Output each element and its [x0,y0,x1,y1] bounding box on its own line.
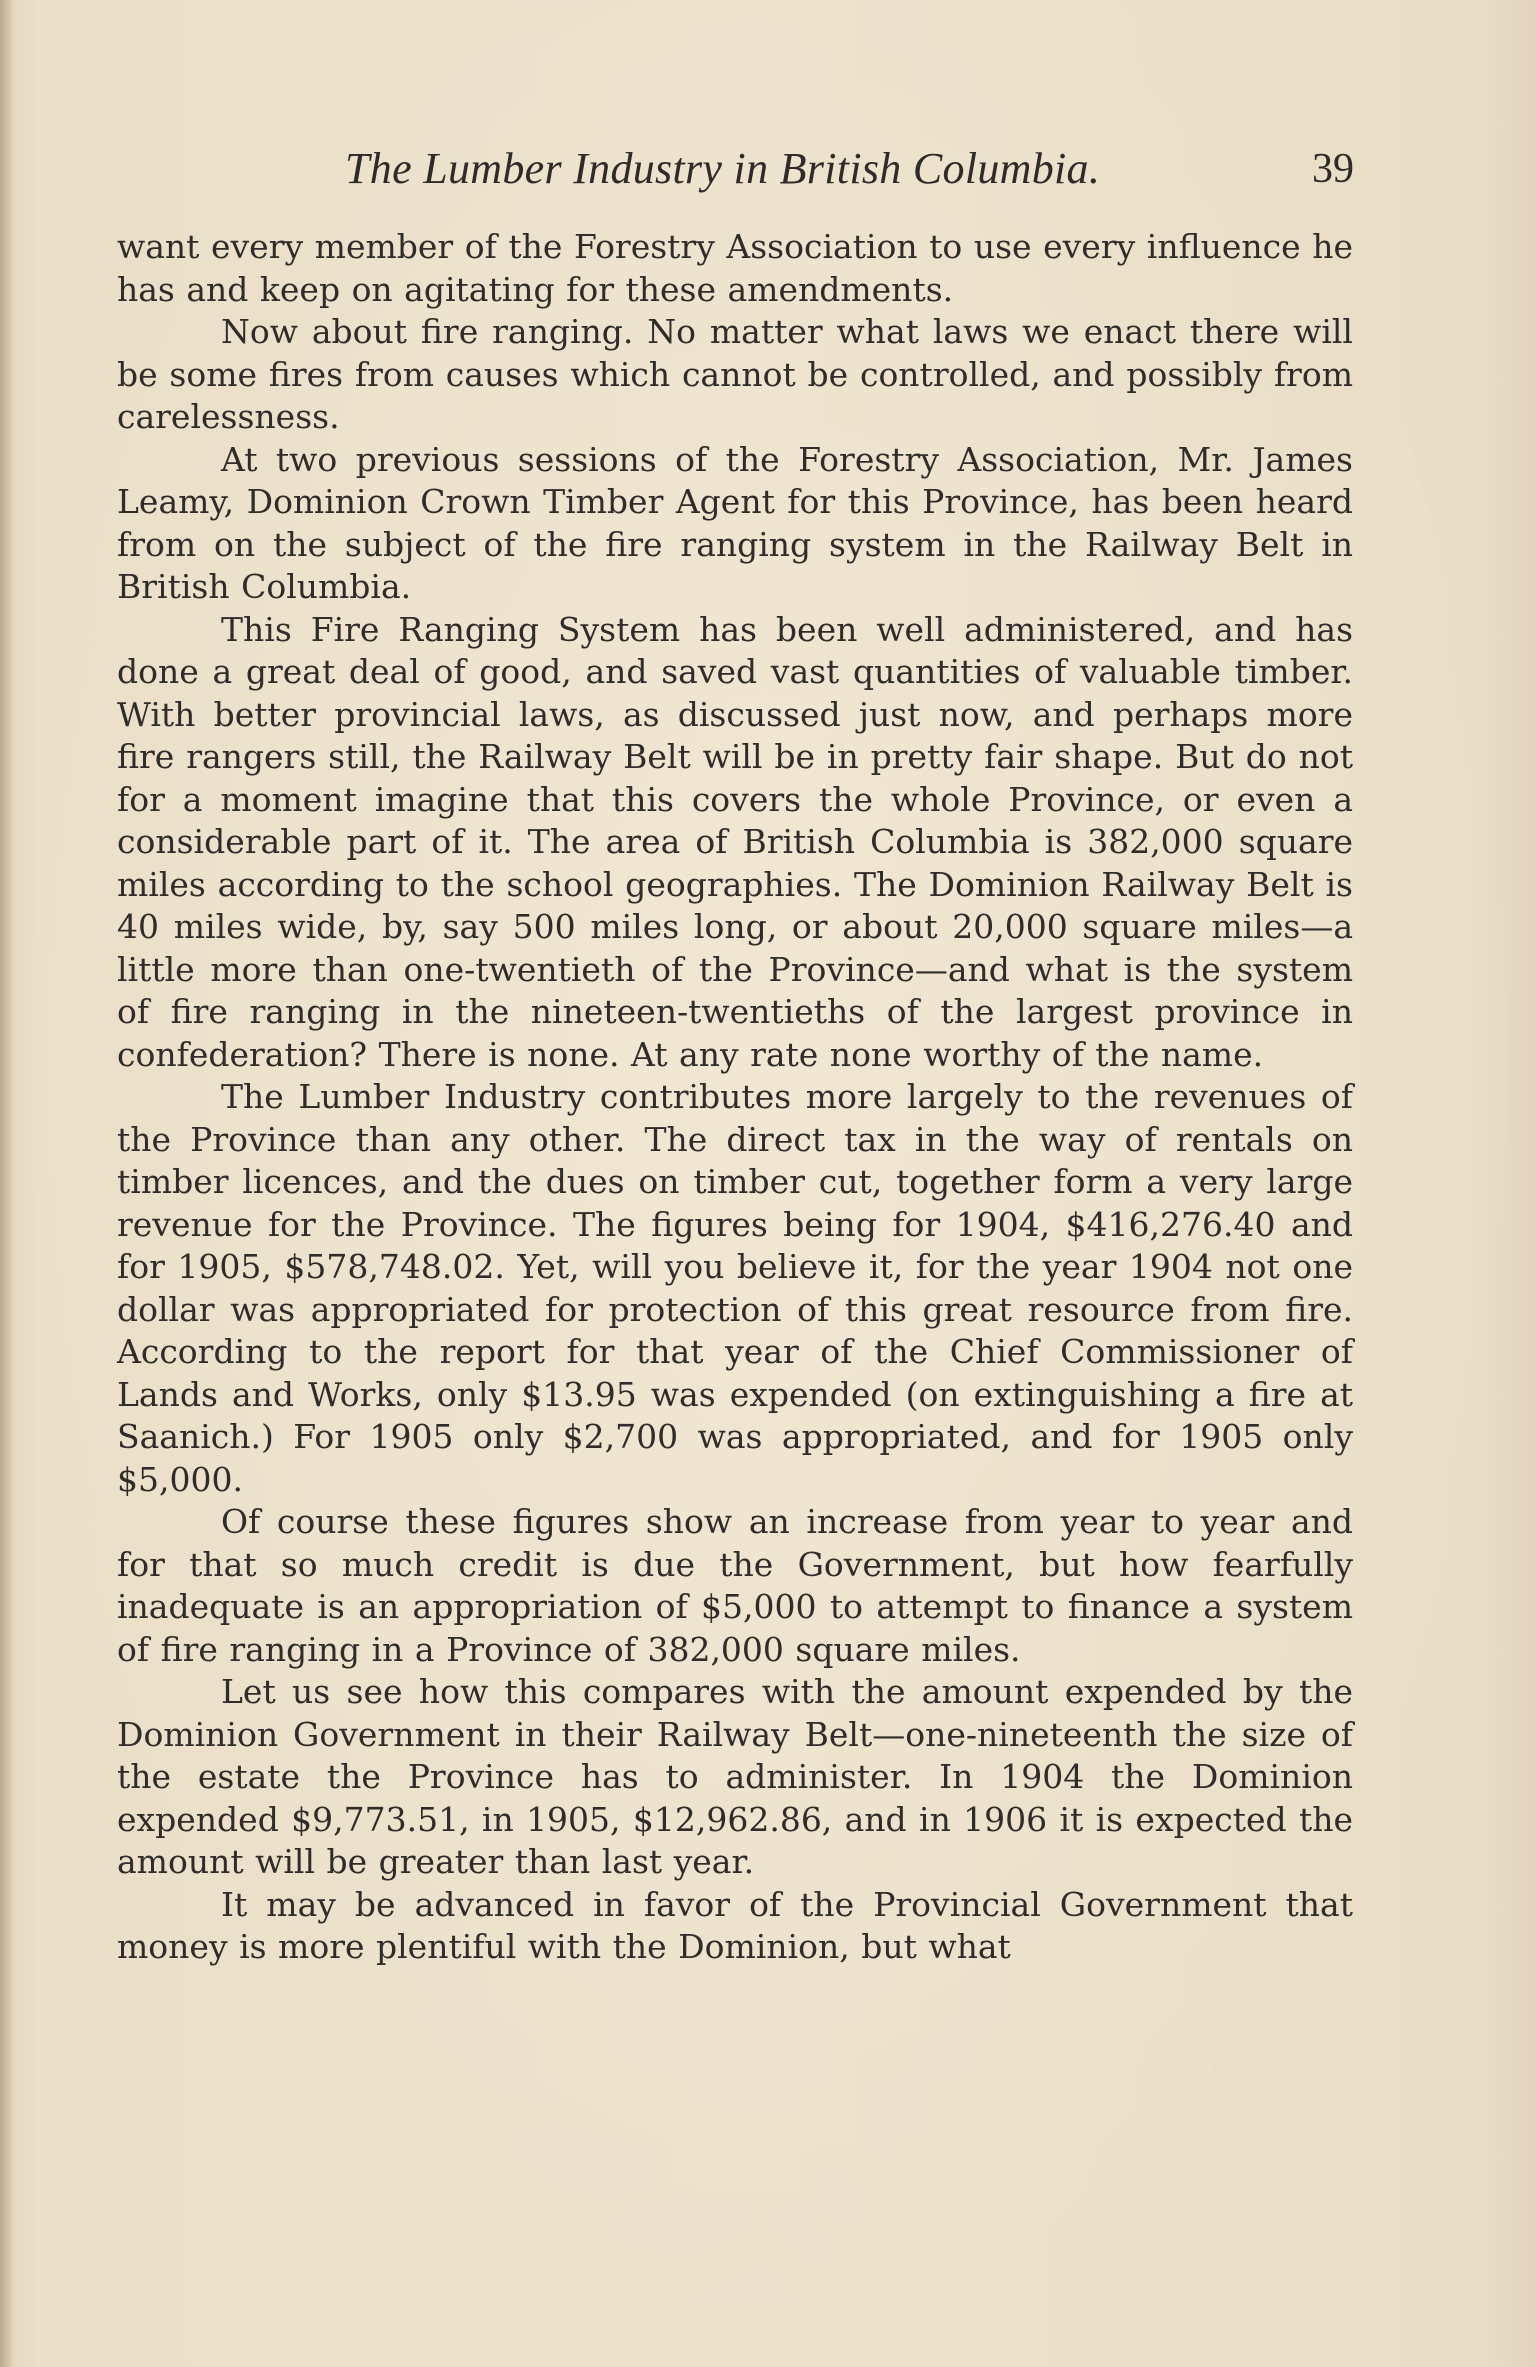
paragraph-dominion-comparison: Let us see how this compares with the amount expended by the Dominion Government in their Railway Belt—one-nineteenth the size of the estate the Province has to administer. In 1904 the Dominion expended $9,773.51, in 1905, $12,962.86, and in 1906 it is expected the amount will be greater than last year. [117,1672,1353,1881]
paragraph-provincial-government: It may be advanced in favor of the Provincial Government that money is more plentiful with the Dominion, but what [117,1884,1353,1966]
paragraph-fire-ranging-system: This Fire Ranging System has been well administered, and has done a great deal of good, and saved vast quantities of valuable timber. With better provincial laws, as discussed just now, and perhaps more fire rangers still, the Railway Belt will be in pretty fair shape. But do not for a moment imagine that this covers the whole Province, or even a considerable part of it. The area of British Columbia is 382,000 square miles according to the school geographies. The Dominion Railway Belt is 40 miles wide, by, say 500 miles long, or about 20,000 square miles—a little more than one-twentieth of the Province—and what is the system of fire ranging in the nineteen-twentieths of the largest province in confederation? There is none. At any rate none worthy of the name. [117,609,1353,1074]
body-text [117,226,1353,1969]
paragraph-continuation: want every member of the Forestry Association to use every influence he has and keep on agitating for these amendments. [117,227,1353,309]
paragraph-inadequate-appropriation: Of course these figures show an increase from year to year and for that so much credit is due the Government, but how fearfully inadequate is an appropriation of $5,000 to attempt to finance a system of fire ranging in a Province of 382,000 square miles. [117,1502,1353,1669]
paragraph-previous-sessions: At two previous sessions of the Forestry Association, Mr. James Leamy, Dominion Crown Timber Agent for this Province, has been heard from on the subject of the fire ranging system in the Railway Belt in British Columbia. [117,439,1353,606]
paragraph-fire-ranging: Now about fire ranging. No matter what laws we enact there will be some fires from causes which cannot be controlled, and possibly from carelessness. [117,312,1353,436]
paragraph-lumber-revenues: The Lumber Industry contributes more largely to the revenues of the Province than any other. The direct tax in the way of rentals on timber licences, and the dues on timber cut, together form a very large revenue for the Province. The figures being for 1904, $416,276.40 and for 1905, $578,748.02. Yet, will you believe it, for the year 1904 not one dollar was appropriated for protection of this great resource from fire. According to the report for that year of the Chief Commissioner of Lands and Works, only $13.95 was expended (on extinguishing a fire at Saanich.) For 1905 only $2,700 was appropriated, and for 1905 only $5,000. [117,1077,1353,1499]
page-number: 39 [1312,146,1354,192]
page-gutter-shadow [0,0,14,2367]
running-title: The Lumber Industry in British Columbia. [345,144,1101,193]
running-header [0,135,1536,205]
